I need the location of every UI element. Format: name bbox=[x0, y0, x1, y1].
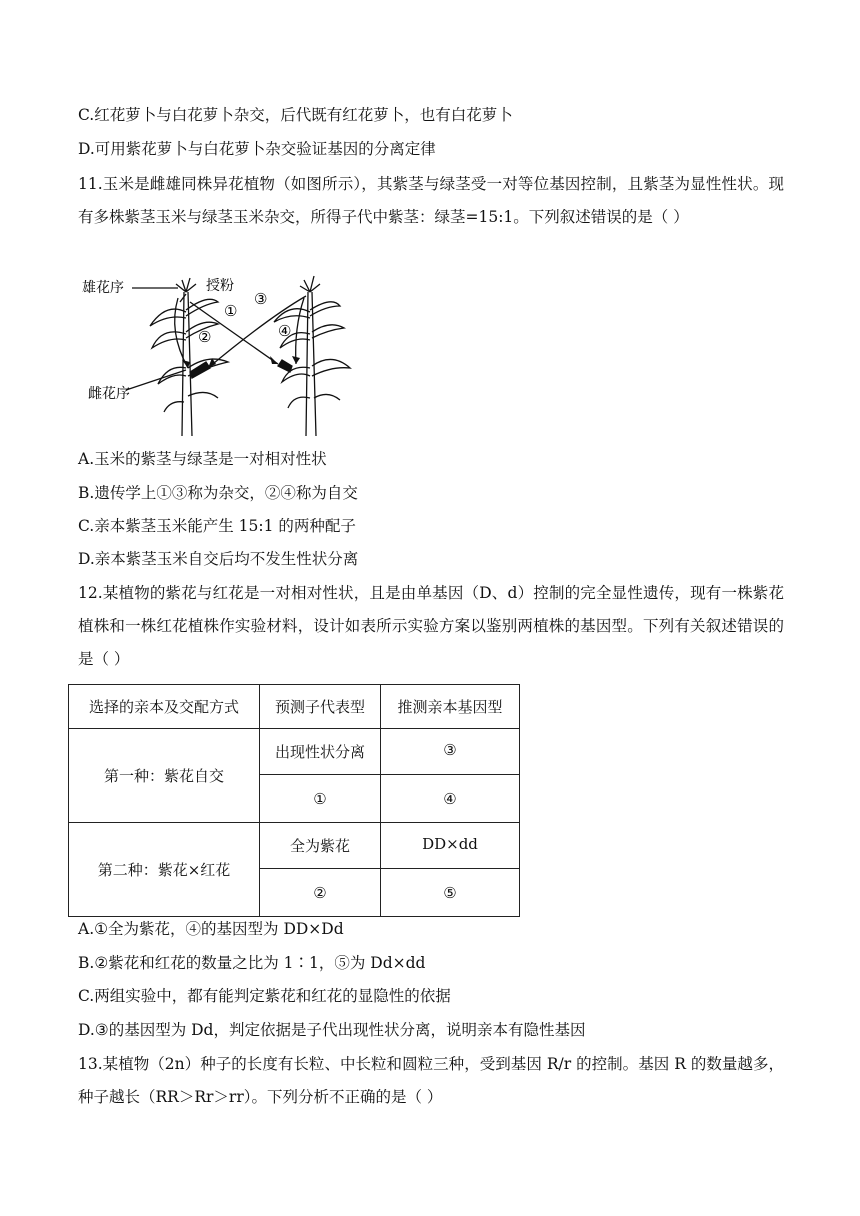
right-tassel bbox=[300, 276, 320, 292]
table-header: 预测子代表型 bbox=[260, 685, 381, 729]
maize-pollination-figure bbox=[78, 272, 368, 442]
marker-2: ② bbox=[198, 328, 212, 346]
marker-4: ④ bbox=[278, 322, 292, 340]
option-line: C.红花萝卜与白花萝卜杂交，后代既有红花萝卜，也有白花萝卜 bbox=[78, 106, 513, 124]
table-group-label: 第一种：紫花自交 bbox=[69, 729, 260, 823]
table-cell: ⑤ bbox=[381, 869, 520, 917]
question-12-stem: 12.某植物的紫花与红花是一对相对性状，且是由单基因（D、d）控制的完全显性遗传，现有一株紫花植株和一株红花植株作实验材料，设计如表所示实验方案以鉴别两植株的基因型。下列有关叙述错误的是（ ） bbox=[78, 584, 784, 668]
option-line: B.②紫花和红花的数量之比为 1∶1，⑤为 Dd×dd bbox=[78, 954, 426, 972]
table-header: 推测亲本基因型 bbox=[381, 685, 520, 729]
option-line: C.两组实验中，都有能判定紫花和红花的显隐性的依据 bbox=[78, 987, 451, 1005]
marker-3: ③ bbox=[254, 290, 268, 308]
option-line: A.①全为紫花，④的基因型为 DD×Dd bbox=[78, 920, 344, 938]
experiment-table bbox=[68, 684, 520, 917]
table-cell: 出现性状分离 bbox=[260, 729, 381, 775]
option-line: D.可用紫花萝卜与白花萝卜杂交验证基因的分离定律 bbox=[78, 140, 436, 158]
marker-1: ① bbox=[224, 302, 238, 320]
question-11-stem: 11.玉米是雌雄同株异花植物（如图所示），其紫茎与绿茎受一对等位基因控制，且紫茎为显性性状。现有多株紫茎玉米与绿茎玉米杂交，所得子代中紫茎：绿茎=15:1。下列叙述错误的是（ ） bbox=[78, 175, 784, 226]
option-line: C.亲本紫茎玉米能产生 15:1 的两种配子 bbox=[78, 517, 356, 535]
left-tassel bbox=[176, 278, 196, 302]
option-line: D.亲本紫茎玉米自交后均不发生性状分离 bbox=[78, 550, 359, 568]
table-cell: ④ bbox=[381, 775, 520, 823]
table-header: 选择的亲本及交配方式 bbox=[69, 685, 260, 729]
table-cell: DD×dd bbox=[381, 823, 520, 869]
option-line: D.③的基因型为 Dd，判定依据是子代出现性状分离，说明亲本有隐性基因 bbox=[78, 1021, 586, 1039]
tassel-label: 雄花序 bbox=[82, 280, 124, 296]
table-cell: ② bbox=[260, 869, 381, 917]
table-cell: ③ bbox=[381, 729, 520, 775]
option-line: A.玉米的紫茎与绿茎是一对相对性状 bbox=[78, 450, 327, 468]
table-cell: 全为紫花 bbox=[260, 823, 381, 869]
table-cell: ① bbox=[260, 775, 381, 823]
pollination-label: 授粉 bbox=[206, 278, 234, 294]
ear-label: 雌花序 bbox=[88, 386, 130, 402]
option-line: B.遗传学上①③称为杂交，②④称为自交 bbox=[78, 484, 358, 502]
table-group-label: 第二种：紫花×红花 bbox=[69, 823, 260, 917]
question-13-stem: 13.某植物（2n）种子的长度有长粒、中长粒和圆粒三种，受到基因 R/r 的控制。基因 R 的数量越多，种子越长（RR＞Rr＞rr）。下列分析不正确的是（ ） bbox=[78, 1055, 784, 1106]
